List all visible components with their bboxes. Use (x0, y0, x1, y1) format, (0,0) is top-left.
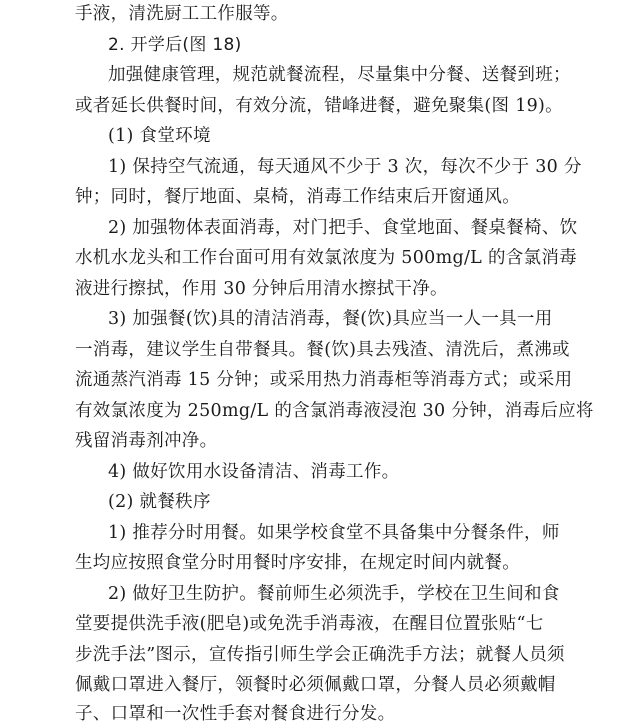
text-line-11: 3) 加强餐(饮)具的清洁消毒，餐(饮)具应当一人一具一用 (108, 309, 553, 329)
text-line-9: 水机水龙头和工作台面可用有效氯浓度为 500mg/L 的含氯消毒 (75, 248, 577, 268)
text-line-10: 液进行擦拭，作用 30 分钟后用清水擦拭干净。 (75, 279, 448, 299)
subheading-cafeteria-environment: (1) 食堂环境 (108, 126, 211, 146)
text-line-7: 钟；同时，餐厅地面、桌椅，消毒工作结束后开窗通风。 (75, 187, 520, 207)
text-line-12: 一消毒，建议学生自带餐具。餐(饮)具去残渣、清洗后，煮沸或 (75, 340, 570, 360)
text-line-13: 流通蒸汽消毒 15 分钟；或采用热力消毒柜等消毒方式；或采用 (75, 370, 573, 390)
text-line-23: 佩戴口罩进入餐厅，领餐时必须佩戴口罩，分餐人员必须戴帽 (75, 675, 556, 695)
subheading-dining-order: (2) 就餐秩序 (108, 492, 211, 512)
text-line-24: 子、口罩和一次性手套对餐食进行分发。 (75, 704, 396, 724)
text-line-1: 手液，清洗厨工工作服等。 (75, 4, 289, 24)
text-line-4: 或者延长供餐时间，有效分流，错峰进餐，避免聚集(图 19)。 (75, 96, 563, 116)
text-line-22: 步洗手法”图示，宣传指引师生学会正确洗手方法；就餐人员须 (75, 645, 565, 665)
text-line-6: 1) 保持空气流通，每天通风不少于 3 次，每次不少于 30 分 (108, 157, 582, 177)
text-line-3: 加强健康管理，规范就餐流程，尽量集中分餐、送餐到班； (108, 65, 571, 85)
text-line-18: 1) 推荐分时用餐。如果学校食堂不具备集中分餐条件，师 (108, 523, 560, 543)
text-line-19: 生均应按照食堂分时用餐时序安排，在规定时间内就餐。 (75, 553, 520, 573)
text-line-14: 有效氯浓度为 250mg/L 的含氯消毒液浸泡 30 分钟，消毒后应将 (75, 401, 594, 421)
text-line-21: 堂要提供洗手液(肥皂)或免洗手消毒液，在醒目位置张贴“七 (75, 614, 544, 634)
text-line-20: 2) 做好卫生防护。餐前师生必须洗手，学校在卫生间和食 (108, 584, 560, 604)
section-heading-after-school-start: 2. 开学后(图 18) (108, 35, 242, 55)
text-line-15: 残留消毒剂冲净。 (75, 431, 218, 451)
text-line-16: 4) 做好饮用水设备清洁、消毒工作。 (108, 462, 400, 482)
text-line-8: 2) 加强物体表面消毒，对门把手、食堂地面、餐桌餐椅、饮 (108, 218, 578, 238)
